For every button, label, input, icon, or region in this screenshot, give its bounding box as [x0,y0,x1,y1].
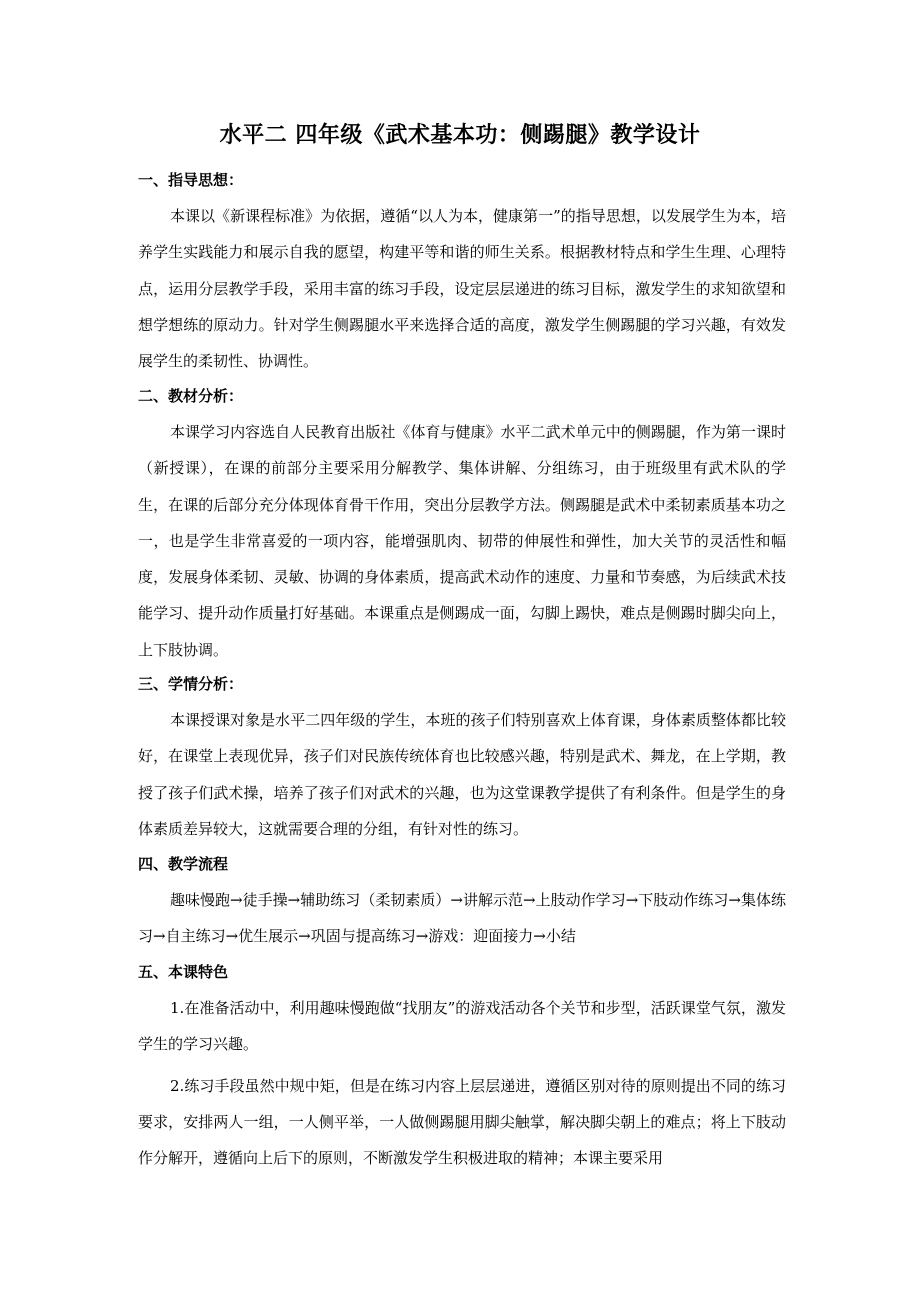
section-heading-guiding-ideology: 一、指导思想： [138,171,244,189]
section-paragraph-student-analysis: 本课授课对象是水平二四年级的学生，本班的孩子们特别喜欢上体育课，身体素质整体都比较好，在课堂上表现优异，孩子们对民族传统体育也比较感兴趣，特别是武术、舞龙，在上学期，教授了孩子们武术操，培养了孩子们对武术的兴趣，也为这堂课教学提供了有利条件。但是学生的身体素质差异较大，这就需要合理的分组，有针对性的练习。 [138,711,786,838]
section-heading-course-features: 五、本课特色 [138,963,229,981]
section-heading-teaching-process: 四、教学流程 [138,855,229,873]
section-heading-material-analysis: 二、教材分析： [138,387,244,405]
section-paragraph-material-analysis: 本课学习内容选自人民教育出版社《体育与健康》水平二武术单元中的侧踢腿，作为第一课时（新授课），在课的前部分主要采用分解教学、集体讲解、分组练习，由于班级里有武术队的学生，在课的后部分充分体现体育骨干作用，突出分层教学方法。侧踢腿是武术中柔韧素质基本功之一，也是学生非常喜爱的一项内容，能增强肌肉、韧带的伸展性和弹性，加大关节的灵活性和幅度，发展身体柔韧、灵敏、协调的身体素质，提高武术动作的速度、力量和节奏感，为后续武术技能学习、提升动作质量打好基础。本课重点是侧踢成一面，勾脚上踢快，难点是侧踢时脚尖向上，上下肢协调。 [138,423,786,659]
section-heading-student-analysis: 三、学情分析： [138,675,244,693]
feature-item-1: 1.在准备活动中，利用趣味慢跑做“找朋友”的游戏活动各个关节和步型，活跃课堂气氛，激发学生的学习兴趣。 [138,999,786,1053]
feature-item-2: 2.练习手段虽然中规中矩，但是在练习内容上层层递进，遵循区别对待的原则提出不同的练习要求，安排两人一组，一人侧平举，一人做侧踢腿用脚尖触掌，解决脚尖朝上的难点；将上下肢动作分解开，遵循向上后下的原则，不断激发学生积极进取的精神；本课主要采用 [138,1077,786,1167]
section-paragraph-guiding-ideology: 本课以《新课程标准》为依据，遵循“以人为本，健康第一”的指导思想，以发展学生为本，培养学生实践能力和展示自我的愿望，构建平等和谐的师生关系。根据教材特点和学生生理、心理特点，运用分层教学手段，采用丰富的练习手段，设定层层递进的练习目标，激发学生的求知欲望和想学想练的原动力。针对学生侧踢腿水平来选择合适的高度，激发学生侧踢腿的学习兴趣，有效发展学生的柔韧性、协调性。 [138,207,786,371]
page-title: 水平二 四年级《武术基本功：侧踢腿》教学设计 [219,123,701,148]
section-paragraph-teaching-process: 趣味慢跑→徒手操→辅助练习（柔韧素质）→讲解示范→上肢动作学习→下肢动作练习→集体练习→自主练习→优生展示→巩固与提高练习→游戏：迎面接力→小结 [138,891,786,945]
